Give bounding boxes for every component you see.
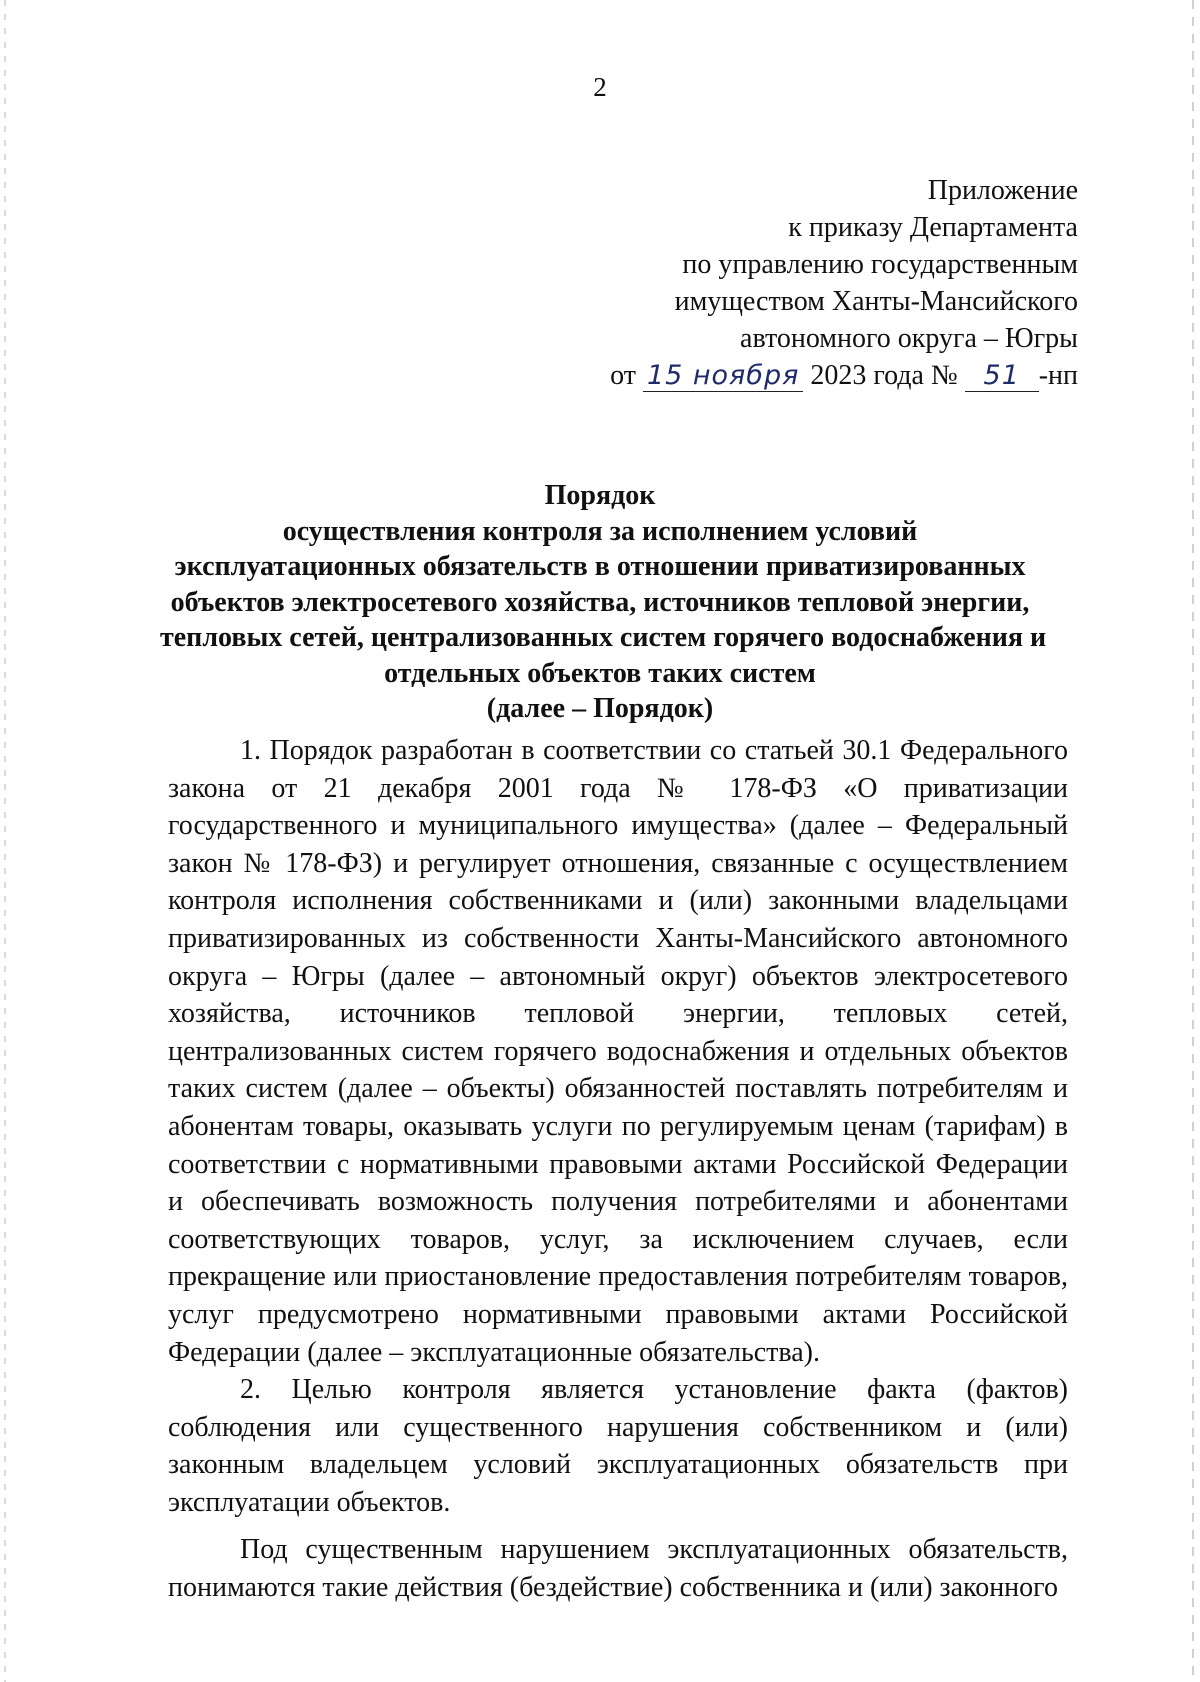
title-line-5: тепловых сетей, централизованных систем горячего водоснабжения и	[160, 622, 1047, 653]
title-line-4: объектов электросетевого хозяйства, источников тепловой энергии,	[170, 586, 1030, 618]
appendix-line-2: к приказу Департамента	[788, 212, 1078, 243]
title-line-1: Порядок	[544, 480, 656, 511]
handwritten-number: 51	[965, 361, 1039, 392]
document-title	[160, 478, 1047, 727]
title-line-2: осуществления контроля за исполнением условий	[282, 515, 918, 547]
paragraph-1: 1. Порядок разработан в соответствии со статьей 30.1 Федерального закона от 21 декабря 2001 года № 178-ФЗ «О приватизации государственного и муниципального имущества» (далее – Федеральный закон № 178-ФЗ) и регулирует отношения, связанные с осуществлением контроля исполнения собственниками и (или) законными владельцами приватизированных из собственности Ханты-Мансийского автономного округа – Югры (далее – автономный округ) объектов электросетевого хозяйства, источников тепловой энергии, тепловых сетей, централизованных систем горячего водоснабжения и отдельных объектов таких систем (далее – объекты) обязанностей поставлять потребителям и абонентам товары, оказывать услуги по регулируемым ценам (тарифам) в соответствии с нормативными правовыми актами Российской Федерации и обеспечивать возможность получения потребителями и абонентами соответствующих товаров, услуг, за исключением случаев, если прекращение или приостановление предоставления потребителям товаров, услуг предусмотрено нормативными правовыми актами Российской Федерации (далее – эксплуатационные обязательства).	[168, 735, 1068, 1368]
appendix-line-1: Приложение	[927, 175, 1078, 206]
title-line-6: отдельных объектов таких систем	[384, 657, 816, 689]
date-prefix: от	[610, 360, 636, 391]
document-body	[168, 732, 1068, 1607]
title-line-7: (далее – Порядок)	[486, 693, 714, 724]
handwritten-date: 15 ноября	[643, 361, 803, 392]
number-suffix: -нп	[1038, 360, 1078, 391]
paragraph-2: 2. Целью контроля является установление факта (фактов) соблюдения или существенного нарушения собственником и (или) законным владельцем условий эксплуатационных обязательств при эксплуатации объектов.	[168, 1374, 1068, 1518]
page-number: 2	[593, 72, 607, 102]
title-line-3: эксплуатационных обязательств в отношении приватизированных	[174, 551, 1026, 582]
paragraph-3: Под существенным нарушением эксплуатационных обязательств, понимаются такие действия (бездействие) собственника и (или) законного	[168, 1534, 1068, 1604]
appendix-date-line	[610, 357, 1078, 394]
appendix-line-3: по управлению государственным	[682, 249, 1078, 280]
scan-edge-right	[1192, 0, 1194, 1682]
scan-edge-left	[4, 0, 6, 1682]
appendix-line-4: имуществом Ханты-Мансийского	[674, 286, 1078, 317]
appendix-block	[610, 172, 1078, 394]
appendix-line-5: автономного округа – Югры	[740, 323, 1078, 354]
year-text: 2023 года №	[810, 360, 958, 391]
